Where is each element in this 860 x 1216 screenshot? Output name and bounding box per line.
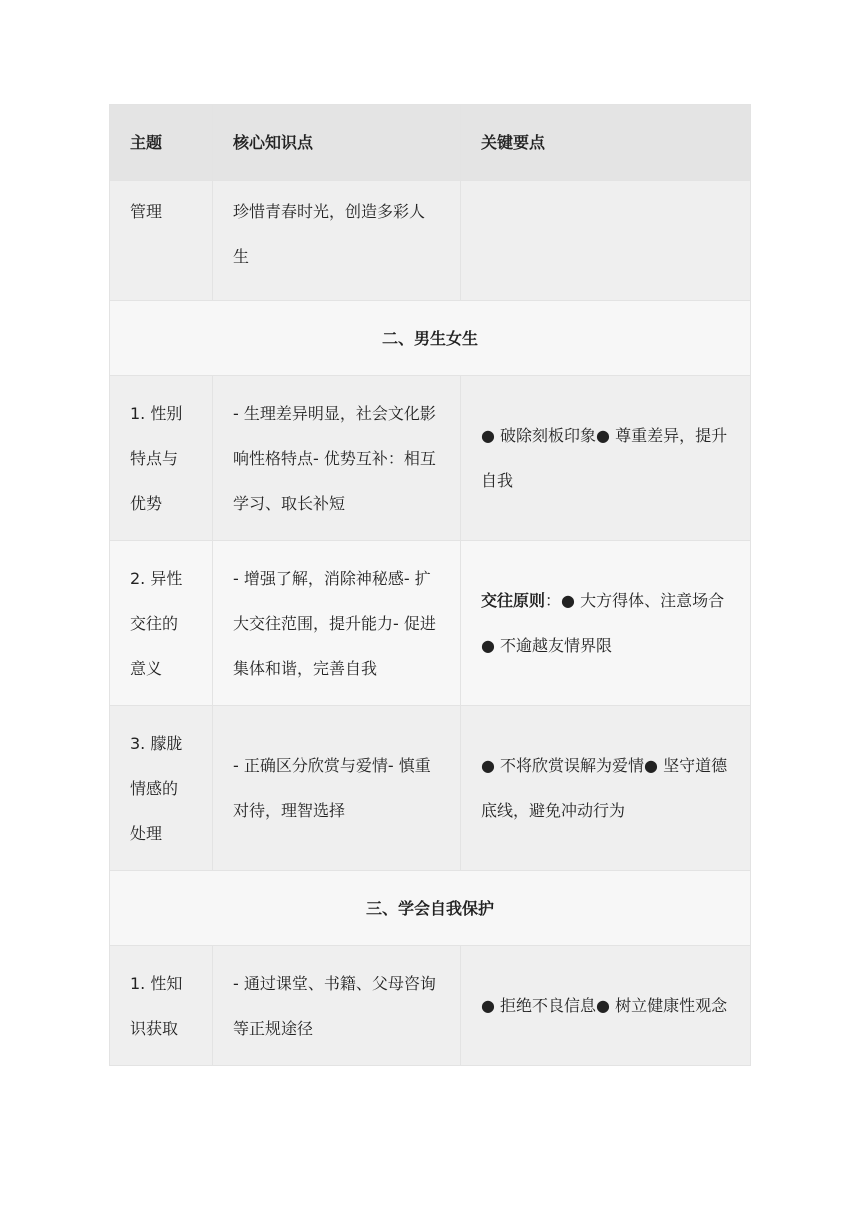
knowledge-table [109, 104, 751, 1066]
section-row [110, 871, 751, 946]
section-title: 二、男生女生 [110, 301, 751, 376]
key-cell [461, 541, 751, 706]
topic-text: 1. 性知识获取 [130, 973, 183, 1038]
table-row [110, 706, 751, 871]
table-row [110, 946, 751, 1066]
header-core: 核心知识点 [213, 105, 461, 181]
topic-text: 3. 朦胧情感的处理 [130, 733, 183, 843]
topic-cell [110, 541, 213, 706]
key-cell [461, 706, 751, 871]
topic-text: 2. 异性交往的意义 [130, 568, 183, 678]
key-cell [461, 946, 751, 1066]
header-topic: 主题 [110, 105, 213, 181]
topic-cell [110, 181, 213, 301]
core-text: 珍惜青春时光，创造多彩人生 [233, 202, 426, 266]
topic-text: 1. 性别特点与优势 [130, 403, 183, 513]
section-row [110, 301, 751, 376]
key-cell [461, 376, 751, 541]
core-cell [213, 946, 461, 1066]
table-header-row [110, 105, 751, 181]
core-text: - 通过课堂、书籍、父母咨询等正规途径 [233, 973, 436, 1038]
table-row [110, 376, 751, 541]
core-text: - 正确区分欣赏与爱情- 慎重对待，理智选择 [233, 756, 431, 820]
core-cell [213, 376, 461, 541]
key-text: ● 拒绝不良信息● 树立健康性观念 [481, 996, 728, 1015]
core-text: - 生理差异明显，社会文化影响性格特点- 优势互补：相互学习、取长补短 [233, 403, 436, 513]
key-rest-text: ：● 大方得体、注意场合● 不逾越友情界限 [481, 591, 725, 655]
table-row [110, 181, 751, 301]
table-row [110, 541, 751, 706]
header-key: 关键要点 [461, 105, 751, 181]
core-cell [213, 706, 461, 871]
section-title: 三、学会自我保护 [110, 871, 751, 946]
core-cell [213, 541, 461, 706]
key-text [481, 233, 730, 249]
topic-cell [110, 706, 213, 871]
topic-cell [110, 946, 213, 1066]
topic-cell [110, 376, 213, 541]
key-text [481, 570, 730, 676]
key-bold-label: 交往原则 [481, 591, 546, 610]
key-cell [461, 181, 751, 301]
topic-text: 管理 [130, 202, 163, 221]
core-text: - 增强了解，消除神秘感- 扩大交往范围，提升能力- 促进集体和谐，完善自我 [233, 568, 436, 678]
key-text: ● 不将欣赏误解为爱情● 坚守道德底线，避免冲动行为 [481, 756, 728, 820]
key-text: ● 破除刻板印象● 尊重差异，提升自我 [481, 426, 728, 490]
core-cell [213, 181, 461, 301]
